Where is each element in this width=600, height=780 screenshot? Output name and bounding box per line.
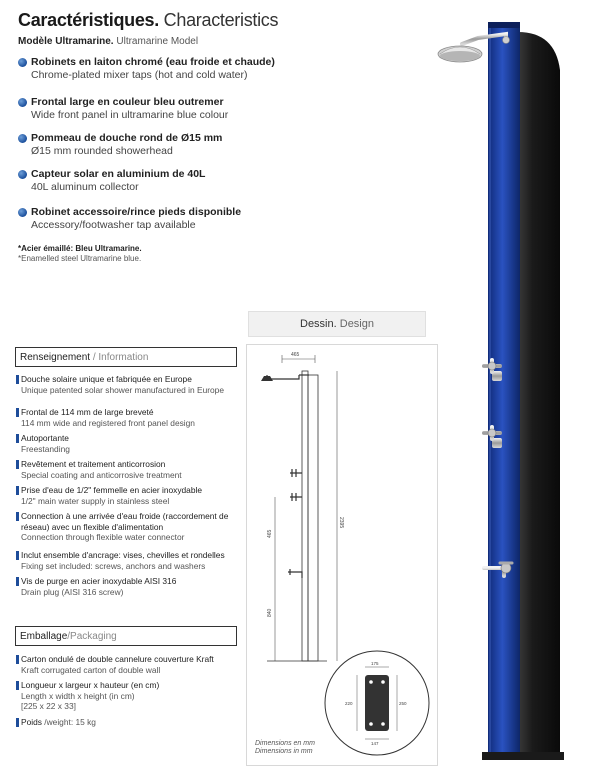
packaging-item: Poids /weight: 15 kg	[16, 717, 240, 728]
bullet-bar-icon	[16, 460, 19, 469]
bullet-icon	[18, 58, 27, 67]
information-section-header: Renseignement / Information	[15, 347, 237, 367]
bullet-bar-icon	[16, 375, 19, 384]
dim-height-label: 2395	[338, 517, 344, 529]
base-plate	[482, 752, 564, 760]
info-item: Prise d'eau de 1/2" femmelle en acier inoxydable 1/2" main water supply in stainless steel	[16, 485, 240, 506]
characteristic-item: Robinet accessoire/rince pieds disponible Accessory/footwasher tap available	[18, 206, 318, 232]
info-item: Frontal de 114 mm de large breveté 114 mm wide and registered front panel design	[16, 407, 240, 428]
bullet-bar-icon	[16, 551, 19, 560]
base-plate-drawing	[365, 675, 389, 731]
dim-mid-label: 465	[267, 529, 273, 538]
base-right-label: 250	[399, 701, 407, 706]
model-subtitle: Modèle Ultramarine. Ultramarine Model	[18, 36, 199, 47]
packaging-item: Carton ondulé de double cannelure couverture Kraft Kraft corrugated carton of double wall	[16, 654, 240, 675]
packaging-item: Longueur x largeur x hauteur (en cm) Length x width x height (in cm) [225 x 22 x 33]	[16, 680, 240, 712]
characteristic-item: Capteur solar en aluminium de 40L 40L aluminum collector	[18, 168, 318, 194]
bullet-icon	[18, 170, 27, 179]
base-left-label: 220	[345, 701, 353, 706]
info-item: Connection à une arrivée d'eau froide (raccordement de réseau) avec un flexible d'alimentation Connection through flexible water connector	[16, 511, 240, 543]
column-side-drawing	[308, 375, 318, 661]
design-tab[interactable]: Dessin. Design	[248, 311, 426, 337]
bullet-icon	[18, 134, 27, 143]
bullet-bar-icon	[16, 486, 19, 495]
bullet-bar-icon	[16, 577, 19, 586]
bullet-bar-icon	[16, 408, 19, 417]
info-item: Vis de purge en acier inoxydable AISI 316 Drain plug (AISI 316 screw)	[16, 576, 240, 597]
column-front-drawing	[302, 371, 308, 661]
info-item: Inclut ensemble d'ancrage: vises, chevilles et rondelles Fixing set included: screws, anchors and washers	[16, 550, 240, 571]
bullet-icon	[18, 98, 27, 107]
technical-drawing-svg	[247, 345, 437, 765]
dim-low-label: 840	[267, 608, 273, 617]
bullet-bar-icon	[16, 718, 19, 727]
page-title: Caractéristiques. Characteristics	[18, 10, 279, 30]
material-note: *Acier émaillé: Bleu Ultramarine. *Enamelled steel Ultramarine blue.	[18, 244, 142, 263]
shower-arm-drawing	[267, 375, 299, 379]
base-bottom-label: 147	[371, 741, 379, 746]
solar-shower-product-image	[430, 10, 580, 770]
info-item: Autoportante Freestanding	[16, 433, 240, 454]
bullet-bar-icon	[16, 512, 19, 521]
packaging-section-header: Emballage/Packaging	[15, 626, 237, 646]
showerhead-drawing	[261, 376, 273, 381]
footwasher-tap-drawing	[288, 569, 302, 578]
bullet-bar-icon	[16, 681, 19, 690]
dim-top-label: 465	[291, 352, 300, 358]
tap-drawing	[290, 493, 302, 501]
characteristic-item: Frontal large en couleur bleu outremer Wide front panel in ultramarine blue colour	[18, 96, 318, 122]
base-top-label: 175	[371, 661, 379, 666]
dimensions-caption: Dimensions en mm Dimensions in mm	[255, 740, 315, 755]
bullet-bar-icon	[16, 655, 19, 664]
info-item: Douche solaire unique et fabriquée en Europe Unique patented solar shower manufactured in Europe	[16, 374, 240, 395]
bullet-bar-icon	[16, 434, 19, 443]
collector-cylinder	[518, 32, 560, 752]
technical-drawing	[246, 344, 438, 766]
info-item: Revêtement et traitement anticorrosion Special coating and anticorrosive treatment	[16, 459, 240, 480]
characteristic-item: Pommeau de douche rond de Ø15 mm Ø15 mm rounded showerhead	[18, 132, 318, 158]
characteristic-item: Robinets en laiton chromé (eau froide et chaude) Chrome-plated mixer taps (hot and cold water)	[18, 56, 318, 82]
bullet-icon	[18, 208, 27, 217]
tap-drawing	[290, 469, 302, 477]
blue-front-panel	[488, 24, 520, 754]
